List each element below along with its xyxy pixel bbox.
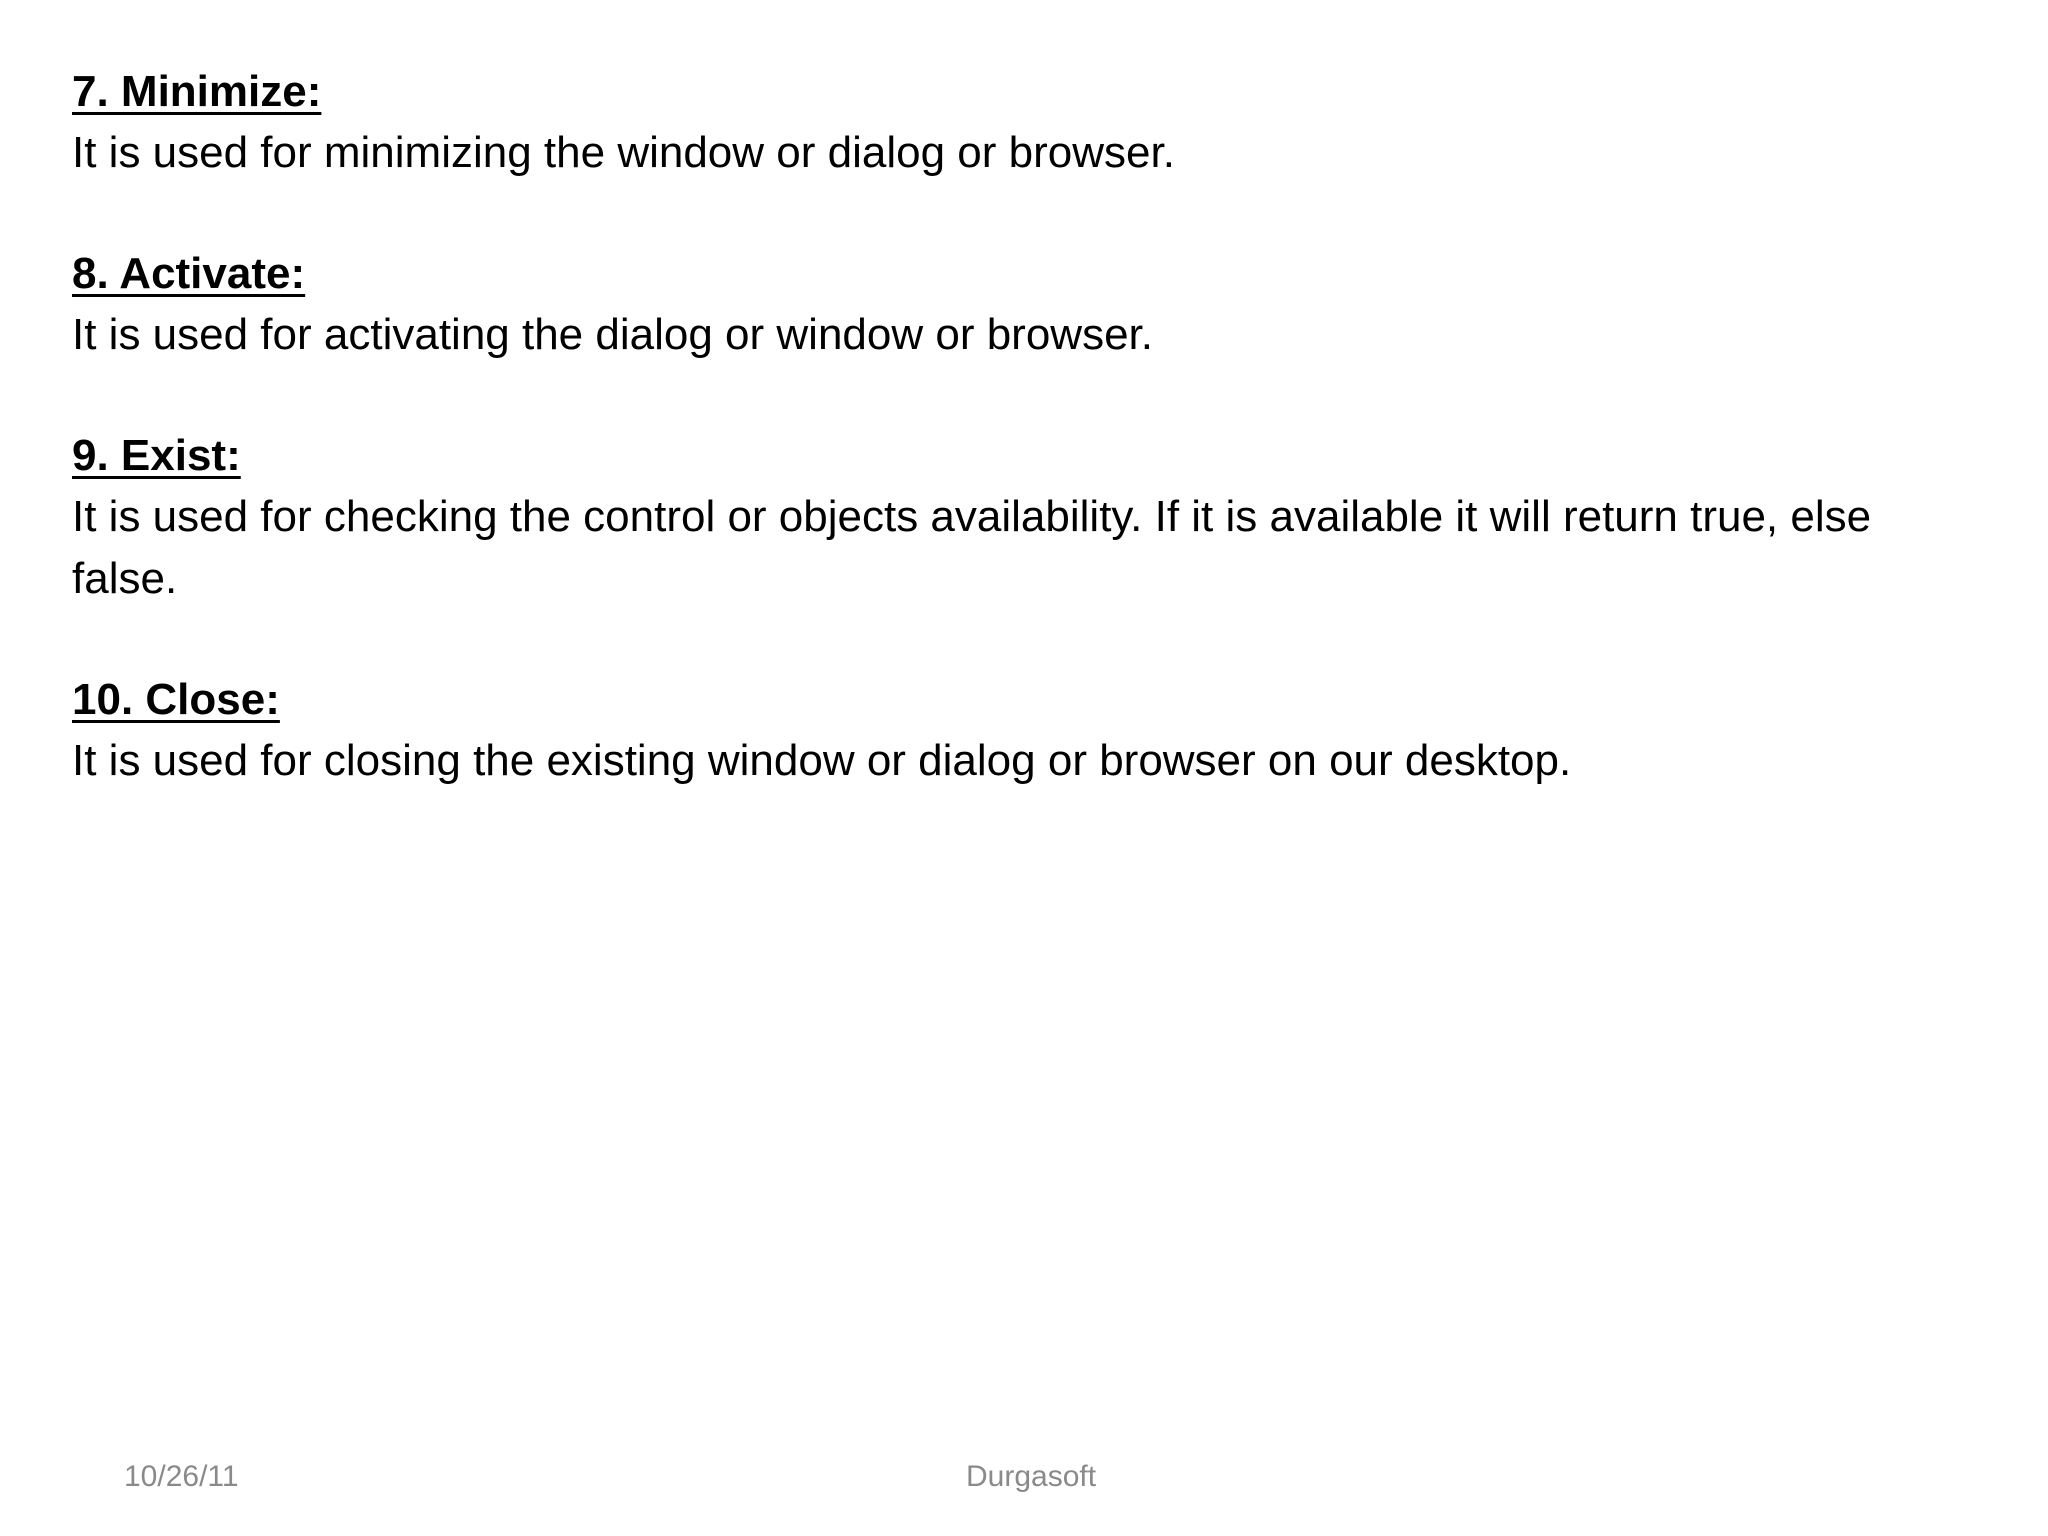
section-close [72, 670, 1972, 792]
section-exist [72, 426, 1972, 610]
section-description: It is used for activating the dialog or window or browser. [72, 310, 1153, 359]
footer-date: 10/26/11 [124, 1460, 239, 1493]
footer-company: Durgasoft [966, 1460, 1097, 1493]
section-description: It is used for closing the existing window or dialog or browser on our desktop. [72, 736, 1572, 785]
section-heading: 10. Close: [72, 675, 280, 724]
section-minimize [72, 62, 1972, 184]
section-heading: 9. Exist: [72, 431, 241, 480]
section-heading: 8. Activate: [72, 249, 306, 298]
section-description: It is used for checking the control or objects availability. If it is available it will return true, else false. [72, 492, 1872, 603]
section-heading: 7. Minimize: [72, 67, 322, 116]
section-description: It is used for minimizing the window or dialog or browser. [72, 128, 1175, 177]
section-activate [72, 244, 1972, 366]
slide-content [72, 62, 1972, 852]
